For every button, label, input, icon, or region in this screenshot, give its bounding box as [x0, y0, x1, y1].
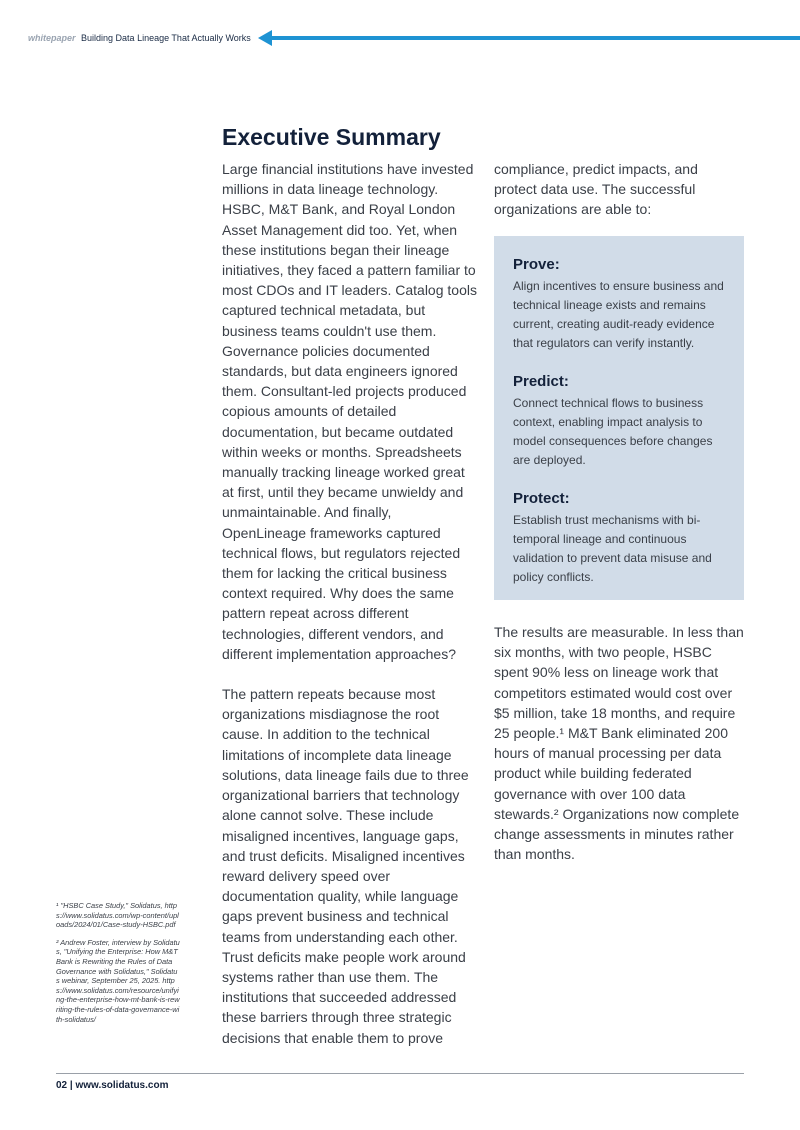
footnote-2: ² Andrew Foster, interview by Solidatus, "Unifying the Enterprise: How M&T Bank is Rewriting the Rules of Data Governance with Solidatus," Solidatus webinar, September 25, 2025. https://www.solidatus.com/resource/unifying-the-enterprise-how-mt-bank-is-rewriting-the-rules-of-data-governance-with-solidatus/ [56, 937, 180, 1024]
left-paragraph-1: Large financial institutions have invested millions in data lineage technology. HSBC, M&T Bank, and Royal London Asset Management did too. Yet, when these institutions began their lineage initiatives, they faced a pattern familiar to most CDOs and IT leaders. Catalog tools captured technical metadata, but business teams couldn't use them. Governance policies documented standards, but data engineers ignored them. Consultant-led projects produced copious amounts of detailed documentation, but became outdated within weeks or months. Spreadsheets manually tracking lineage worked great at first, until they became unwieldy and unmaintainable. And finally, OpenLineage frameworks captured technical flows, but regulators rejected them for lacking the critical business context required. Why does the same pattern repeat across different technologies, different vendors, and different implementation approaches? [222, 161, 477, 662]
callout-heading: Predict: [513, 373, 569, 390]
section-title: Executive Summary [222, 124, 441, 150]
right-intro-paragraph: compliance, predict impacts, and protect data use. The successful organizations are able to: [494, 161, 698, 218]
page-footer: 02 | www.solidatus.com [56, 1080, 169, 1091]
header-accent-line [262, 36, 800, 40]
callout-text: Establish trust mechanisms with bi-temporal lineage and continuous validation to prevent data misuse and policy conflicts. [513, 513, 712, 584]
callout-item-protect [513, 490, 729, 587]
callout-heading: Prove: [513, 256, 560, 273]
results-paragraph: The results are measurable. In less than six months, with two people, HSBC spent 90% less on lineage work that competitors estimated would cost over $5 million, take 18 months, and require 25 people.¹ M&T Bank eliminated 200 hours of manual processing per data product while building federated governance with over 100 data stewards.² Organizations now complete change assessments in minutes rather than months. [494, 624, 744, 863]
right-column-intro [494, 159, 742, 220]
callout-text: Connect technical flows to business context, enabling impact analysis to model consequences before changes are deployed. [513, 396, 713, 467]
right-column-results [494, 622, 746, 864]
footnotes [56, 901, 180, 1024]
footnote-1: ¹ "HSBC Case Study," Solidatus, https://www.solidatus.com/wp-content/uploads/2024/01/Case-study-HSBC.pdf [56, 901, 179, 930]
callout-text: Align incentives to ensure business and technical lineage exists and remains current, creating audit-ready evidence that regulators can verify instantly. [513, 279, 724, 350]
footer-divider [56, 1073, 744, 1074]
left-column [222, 159, 478, 1048]
page-header [28, 33, 251, 43]
callout-item-prove [513, 256, 729, 353]
header-tag: whitepaper [28, 33, 76, 43]
callout-box [494, 236, 744, 600]
callout-heading: Protect: [513, 490, 570, 507]
left-paragraph-2: The pattern repeats because most organizations misdiagnose the root cause. In addition to the technical limitations of incomplete data lineage solutions, data lineage fails due to three organizational barriers that technology alone cannot solve. These include misaligned incentives, language gaps, and trust deficits. Misaligned incentives reward delivery speed over documentation quality, while language gaps prevent business and technical teams from understanding each other. Trust deficits make people work around systems rather than use them. The institutions that succeeded addressed these barriers through three strategic decisions that enable them to prove [222, 686, 469, 1046]
header-title: Building Data Lineage That Actually Works [81, 33, 251, 43]
callout-item-predict [513, 373, 729, 470]
